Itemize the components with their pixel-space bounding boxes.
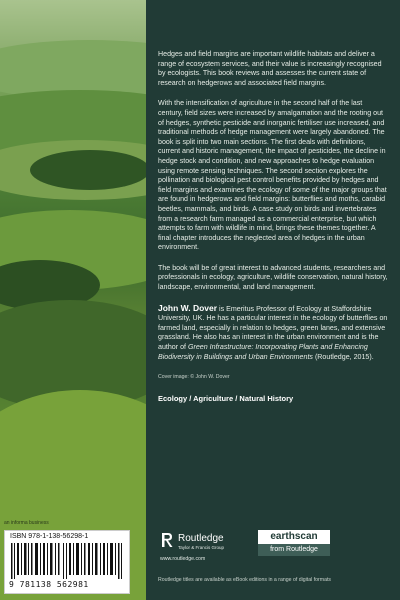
audience-paragraph: The book will be of great interest to advanced students, researchers and professionals in ecology, agriculture, wildlife conservation, natural history, landscape, environmental, and land management. bbox=[158, 263, 388, 292]
cover-photo bbox=[0, 0, 146, 600]
publisher-logos bbox=[158, 530, 388, 570]
intro-paragraph: Hedges and field margins are important wildlife habitats and deliver a range of ecosystem services, and their value is increasingly recognised by ecologists. This book reviews and assesses the current state of research on hedgerows and associated field margins. bbox=[158, 50, 382, 87]
earthscan-logo bbox=[258, 530, 330, 556]
isbn-barcode-box bbox=[4, 530, 130, 594]
ebook-note: Routledge titles are available as eBook editions in a range of digital formats bbox=[158, 577, 332, 583]
earthscan-name: earthscan bbox=[258, 530, 330, 544]
back-cover-text bbox=[158, 50, 388, 414]
summary-paragraph: With the intensification of agriculture in the second half of the last century, field sizes were increased by amalgamation and the rooting out of hedges, synthetic pesticide and inorganic fertiliser use increased, and traditional methods of hedge management were largely abandoned. The book is split into two main sections. The first deals with definitions, current and historic management, the impact of pesticides, the decline in hedge stock and condition, and new approaches to hedge evaluation using remote sensing techniques. The second section explores the pollination and biological pest control benefits provided by hedges and field margins and examines the ecology of some of the major groups that are found in hedgerows and field margins: butterflies and moths, carabid beetles, mammals, and birds. A case study on birds and invertebrates from a research farm managed as a commercial enterprise, but which attempts to farm with wildlife in mind, brings these themes together. A final chapter introduces the neglected area of hedges in the urban environment. bbox=[158, 99, 387, 252]
author-bio bbox=[158, 304, 388, 363]
cover-credit: Cover image: © John W. Dover bbox=[158, 374, 230, 381]
earthscan-subtitle: from Routledge bbox=[258, 544, 330, 556]
barcode-digits: 9 781138 562981 bbox=[9, 580, 89, 589]
routledge-name: Routledge bbox=[178, 533, 224, 544]
author-bio-end: (Routledge, 2015). bbox=[312, 352, 374, 361]
publisher-url: www.routledge.com bbox=[160, 556, 206, 562]
isbn-label: ISBN 978-1-138-56298-1 bbox=[10, 533, 89, 540]
routledge-r-icon bbox=[160, 532, 174, 548]
routledge-subtitle: Taylor & Francis Group bbox=[178, 545, 225, 550]
informa-note: an informa business bbox=[4, 520, 49, 526]
author-bio-text: is Emeritus Professor of Ecology at Staffordshire University, UK. He has a particular interest in the ecology of butterflies on farmed land, especially in relation to hedges, green lanes, and extensive grassland. He also has an interest in the urban environment and is the author of bbox=[158, 304, 388, 352]
barcode-icon bbox=[11, 543, 123, 579]
author-book-title: Green Infrastructure: Incorporating Plants and Enhancing Biodiversity in Buildings and Urban Environments bbox=[158, 343, 368, 361]
tree-line bbox=[30, 150, 146, 190]
author-name: John W. Dover bbox=[158, 302, 218, 313]
subject-categories: Ecology / Agriculture / Natural History bbox=[158, 393, 294, 403]
